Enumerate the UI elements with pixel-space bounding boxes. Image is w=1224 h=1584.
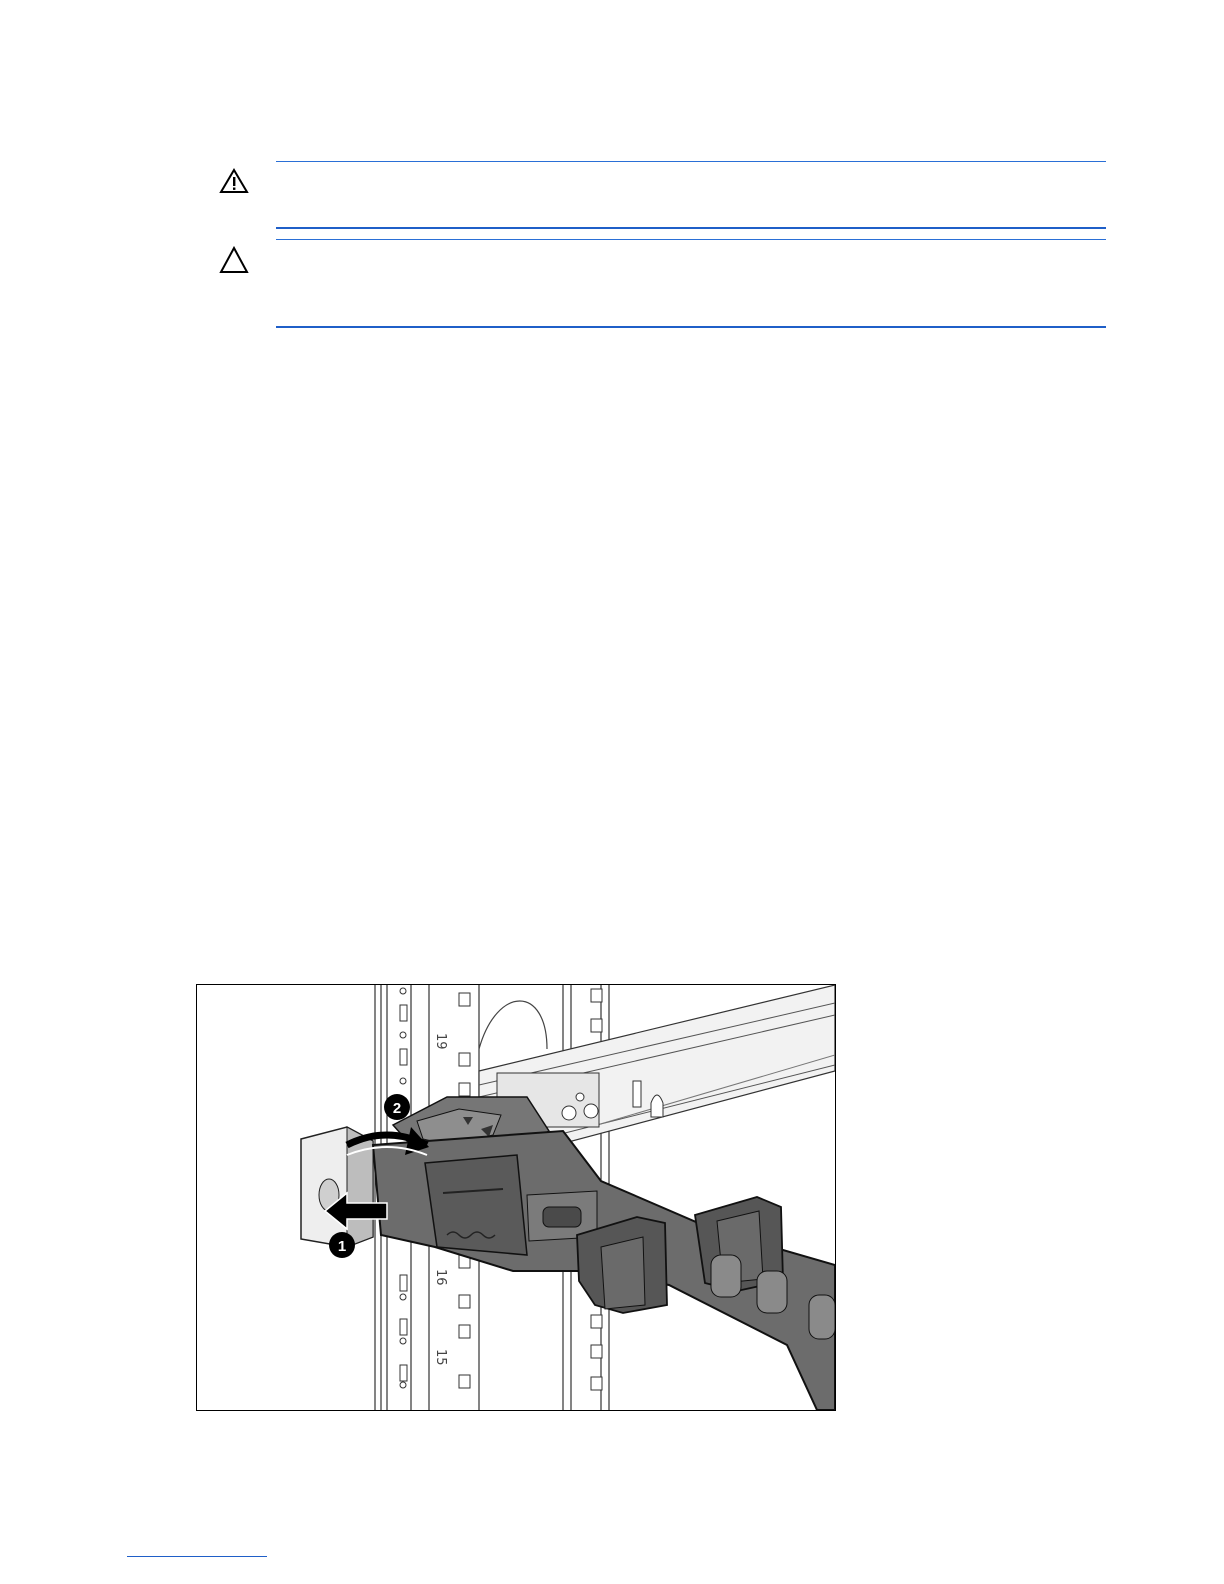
caution-bottom-rule (276, 326, 1106, 328)
callout-2-label: 2 (392, 1100, 402, 1117)
rack-unit-label: 19 (433, 1033, 448, 1050)
caution-triangle-icon (219, 246, 249, 274)
caution-top-rule (276, 239, 1106, 240)
callout-2 (384, 1094, 410, 1120)
cable-arm-illustration (196, 984, 836, 1411)
warning-top-rule (276, 161, 1106, 162)
rack-unit-label: 16 (433, 1269, 448, 1286)
callout-1-label: 1 (337, 1238, 347, 1255)
warning-exclamation-icon (219, 168, 249, 194)
rack-unit-label: 15 (433, 1349, 448, 1366)
footer-link-underline[interactable] (127, 1556, 267, 1557)
warning-bottom-rule (276, 227, 1106, 229)
rack-bracket (301, 1127, 373, 1247)
callout-1 (329, 1232, 355, 1258)
